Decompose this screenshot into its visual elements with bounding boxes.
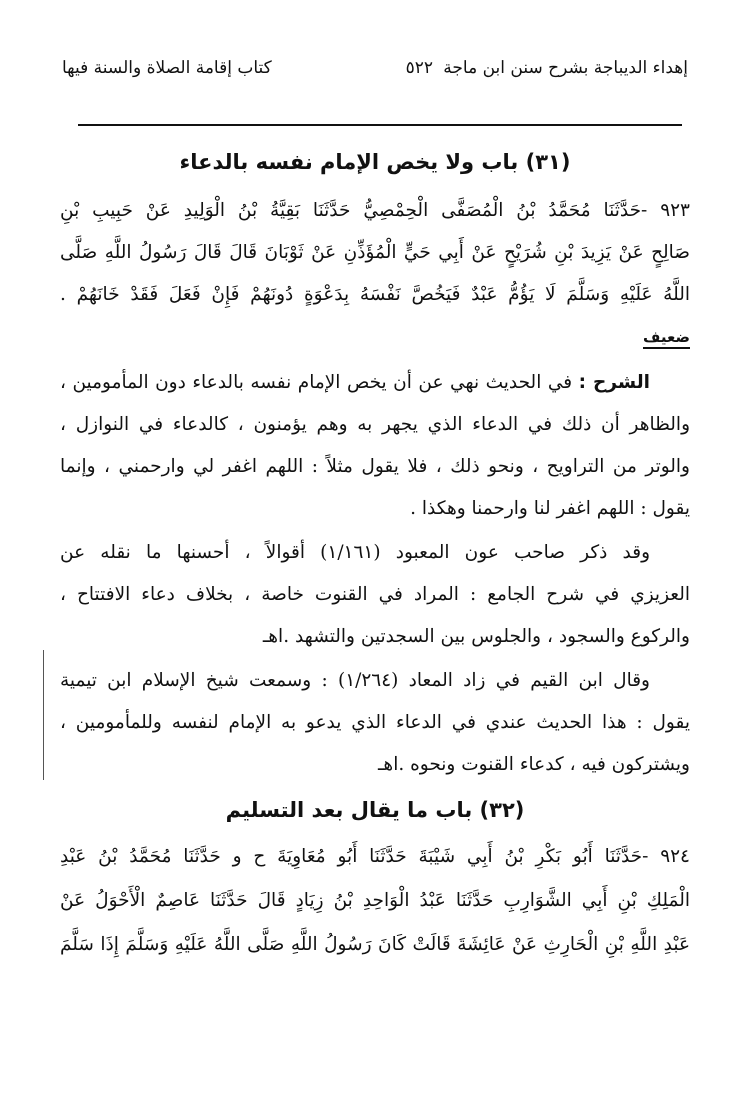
hadith-923-line-3: اللَّهُ عَلَيْهِ وَسَلَّمَ لَا يَؤُمُّ عَبْدٌ فَيَخُصَّ نَفْسَهُ بِدَعْوَةٍ دُونَهُمْ فَإِنْ فَعَلَ فَقَدْ خَانَهُمْ . [60,284,690,305]
page-number: ٥٢٢ [405,58,433,78]
sharh-line-6: العزيزي في شرح الجامع : المراد في القنوت خاصة ، بخلاف دعاء الافتتاح ، [60,584,690,605]
page-header [62,58,688,88]
hadith-924-line-1: ٩٢٤ -حَدَّثَنَا أَبُو بَكْرِ بْنُ أَبِي شَيْبَةَ حَدَّثَنَا أَبُو مُعَاوِيَةَ ح و حَدَّثَنَا مُحَمَّدُ بْنُ عَبْدِ [60,846,690,867]
sharh-line-8: وقال ابن القيم في زاد المعاد (١/٢٦٤) : وسمعت شيخ الإسلام ابن تيمية [60,670,650,691]
sharh-label: الشرح : [578,372,650,393]
hadith-923-line-2: صَالِحٍ عَنْ يَزِيدَ بْنِ شُرَيْحٍ عَنْ أَبِي حَيٍّ الْمُؤَذِّنِ عَنْ ثَوْبَانَ قَالَ قَالَ رَسُولُ اللَّهِ صَلَّى [60,242,690,263]
hadith-924-line-2: الْمَلِكِ بْنِ أَبِي الشَّوَارِبِ حَدَّثَنَا عَبْدُ الْوَاحِدِ بْنُ زِيَادٍ قَالَ حَدَّثَنَا عَاصِمٌ الْأَحْوَلُ عَنْ [60,890,690,911]
sharh-line-3: والوتر من التراويح ، ونحو ذلك ، فلا يقول مثلاً : اللهم اغفر لي وارحمني ، وإنما [60,456,690,477]
sharh-line-9: يقول : هذا الحديث عندي في الدعاء الذي يدعو به الإمام لنفسه وللمأمومين ، [60,712,690,733]
hadith-924-line-3: عَبْدِ اللَّهِ بْنِ الْحَارِثِ عَنْ عَائِشَةَ قَالَتْ كَانَ رَسُولُ اللَّهِ صَلَّى اللَّهُ عَلَيْهِ وَسَلَّمَ إِذَا سَلَّمَ [60,934,690,955]
book-title: إهداء الديباجة بشرح سنن ابن ماجة [443,58,688,78]
sharh-line-10: ويشتركون فيه ، كدعاء القنوت ونحوه .اهـ [378,754,690,775]
chapter-heading-31: (٣١) باب ولا يخص الإمام نفسه بالدعاء [179,150,571,174]
chapter-heading-32: (٣٢) باب ما يقال بعد التسليم [225,798,525,822]
header-rule [78,124,682,126]
sharh-line-2: والظاهر أن ذلك في الدعاء الذي يجهر به وهم يؤمنون ، كالدعاء في النوازل ، [60,414,690,435]
hadith-grade: ضعيف [643,328,690,349]
sharh-line-7: والركوع والسجود ، والجلوس بين السجدتين والتشهد .اهـ [262,626,690,647]
sharh-line-4: يقول : اللهم اغفر لنا وارحمنا وهكذا . [410,498,690,519]
sharh-line-1 [60,372,690,393]
sharh-line-1-text: في الحديث نهي عن أن يخص الإمام نفسه بالدعاء دون المأمومين ، [60,372,573,393]
hadith-923-line-1: ٩٢٣ -حَدَّثَنَا مُحَمَّدُ بْنُ الْمُصَفَّى الْحِمْصِيُّ حَدَّثَنَا بَقِيَّةُ بْنُ الْوَلِيدِ عَنْ حَبِيبِ بْنِ [60,200,690,221]
scan-margin-mark [43,650,44,780]
sharh-line-5: وقد ذكر صاحب عون المعبود (١/١٦١) أقوالاً ، أحسنها ما نقله عن [60,542,651,563]
running-chapter-title: كتاب إقامة الصلاة والسنة فيها [62,58,272,78]
